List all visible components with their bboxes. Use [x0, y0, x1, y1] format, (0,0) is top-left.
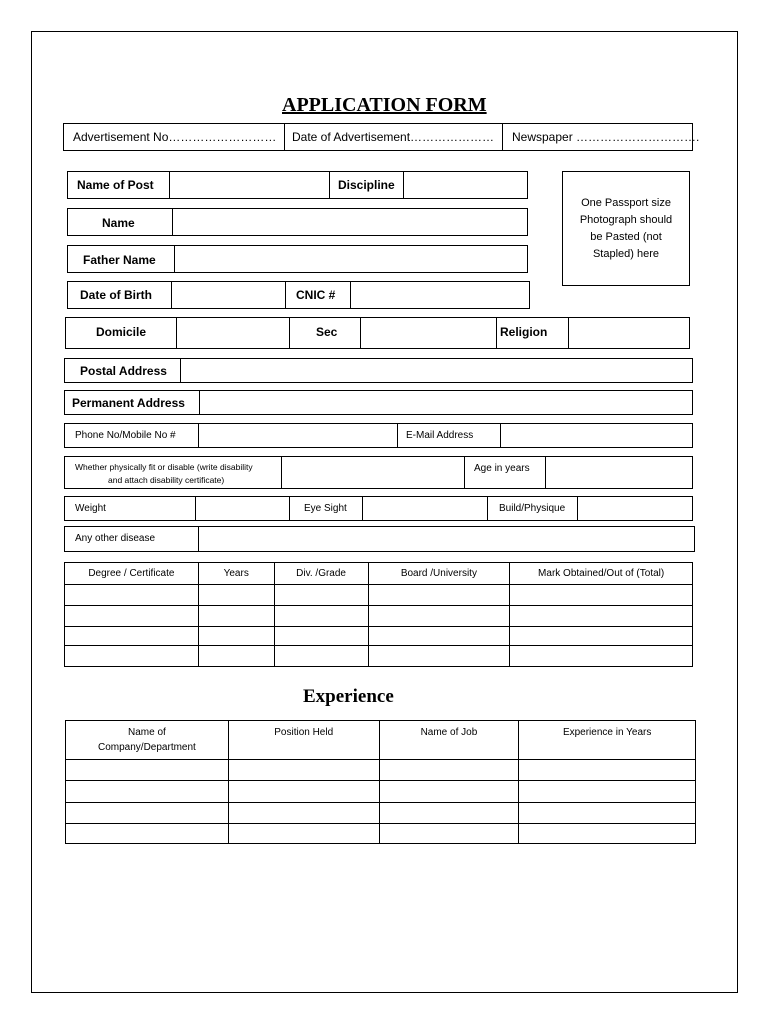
table-cell [65, 646, 199, 667]
physically-fit-label: Whether physically fit or disable (write disability [75, 462, 253, 472]
table-cell [368, 585, 510, 606]
name-row [67, 208, 528, 236]
table-cell [519, 824, 696, 844]
table-row [65, 606, 693, 627]
physical-row [64, 456, 693, 489]
phone-label: Phone No/Mobile No # [75, 430, 176, 441]
table-cell [379, 781, 519, 803]
domicile-row [65, 317, 690, 349]
weight-row [64, 496, 693, 521]
position-header: Position Held [228, 721, 379, 760]
father-name-label: Father Name [83, 253, 156, 267]
sec-label: Sec [316, 325, 338, 339]
table-cell [510, 646, 693, 667]
weight-label: Weight [75, 503, 106, 514]
board-header: Board /University [368, 563, 510, 585]
permanent-address-label: Permanent Address [72, 396, 185, 410]
table-row [65, 585, 693, 606]
years-header: Years [198, 563, 274, 585]
photo-box: One Passport size Photograph should be Pasted (not Stapled) here [562, 171, 690, 286]
table-cell [66, 781, 229, 803]
phone-row [64, 423, 693, 448]
degree-header: Degree / Certificate [65, 563, 199, 585]
advertisement-row [63, 123, 700, 151]
table-cell [198, 646, 274, 667]
table-cell [379, 824, 519, 844]
email-label: E-Mail Address [406, 430, 474, 441]
domicile-label: Domicile [96, 325, 147, 339]
cnic-label: CNIC # [296, 288, 336, 302]
table-cell [368, 606, 510, 627]
table-row [66, 803, 696, 824]
table-cell [66, 824, 229, 844]
experience-table [65, 720, 696, 844]
table-cell [368, 627, 510, 646]
table-cell [198, 606, 274, 627]
father-name-row [67, 245, 528, 273]
eye-sight-label: Eye Sight [304, 503, 347, 514]
table-cell [510, 585, 693, 606]
advertisement-no-label: Advertisement No……………………… [73, 130, 277, 144]
table-cell [198, 585, 274, 606]
post-row [67, 171, 528, 199]
table-cell [274, 627, 368, 646]
name-of-post-label: Name of Post [77, 178, 154, 192]
grade-header: Div. /Grade [274, 563, 368, 585]
newspaper-label: Newspaper …………………………. [512, 130, 700, 144]
table-cell [274, 606, 368, 627]
table-cell [65, 627, 199, 646]
education-header-row [65, 563, 693, 585]
table-cell [519, 781, 696, 803]
date-of-birth-label: Date of Birth [80, 288, 152, 302]
date-of-advertisement-label: Date of Advertisement………………… [292, 130, 495, 144]
table-row [66, 781, 696, 803]
table-cell [519, 803, 696, 824]
table-cell [65, 606, 199, 627]
job-name-header: Name of Job [379, 721, 519, 760]
disability-certificate-label: and attach disability certificate) [108, 475, 225, 485]
discipline-label: Discipline [338, 178, 395, 192]
permanent-address-row [64, 390, 693, 415]
table-cell [65, 585, 199, 606]
table-cell [274, 646, 368, 667]
table-row [66, 824, 696, 844]
dob-row [67, 281, 530, 309]
table-cell [198, 627, 274, 646]
table-cell [66, 760, 229, 781]
table-cell [274, 585, 368, 606]
table-cell [228, 781, 379, 803]
table-cell [66, 803, 229, 824]
table-cell [368, 646, 510, 667]
experience-years-header: Experience in Years [519, 721, 696, 760]
other-disease-label: Any other disease [75, 533, 156, 544]
table-cell [510, 627, 693, 646]
experience-header-row [66, 721, 696, 760]
table-cell [228, 824, 379, 844]
build-physique-label: Build/Physique [499, 503, 566, 514]
table-cell [228, 760, 379, 781]
education-table [64, 562, 693, 667]
experience-title: Experience [303, 686, 394, 707]
disease-row [64, 526, 695, 552]
age-label: Age in years [474, 463, 530, 474]
name-label: Name [102, 216, 135, 230]
table-cell [379, 803, 519, 824]
table-row [66, 760, 696, 781]
table-cell [228, 803, 379, 824]
marks-header: Mark Obtained/Out of (Total) [510, 563, 693, 585]
postal-address-label: Postal Address [80, 364, 167, 378]
table-row [65, 627, 693, 646]
table-row [65, 646, 693, 667]
postal-address-row [64, 358, 693, 383]
table-cell [510, 606, 693, 627]
religion-label: Religion [500, 325, 548, 339]
table-cell [519, 760, 696, 781]
form-title: APPLICATION FORM [282, 94, 487, 116]
table-cell [379, 760, 519, 781]
company-header: Name of Company/Department [66, 721, 229, 760]
